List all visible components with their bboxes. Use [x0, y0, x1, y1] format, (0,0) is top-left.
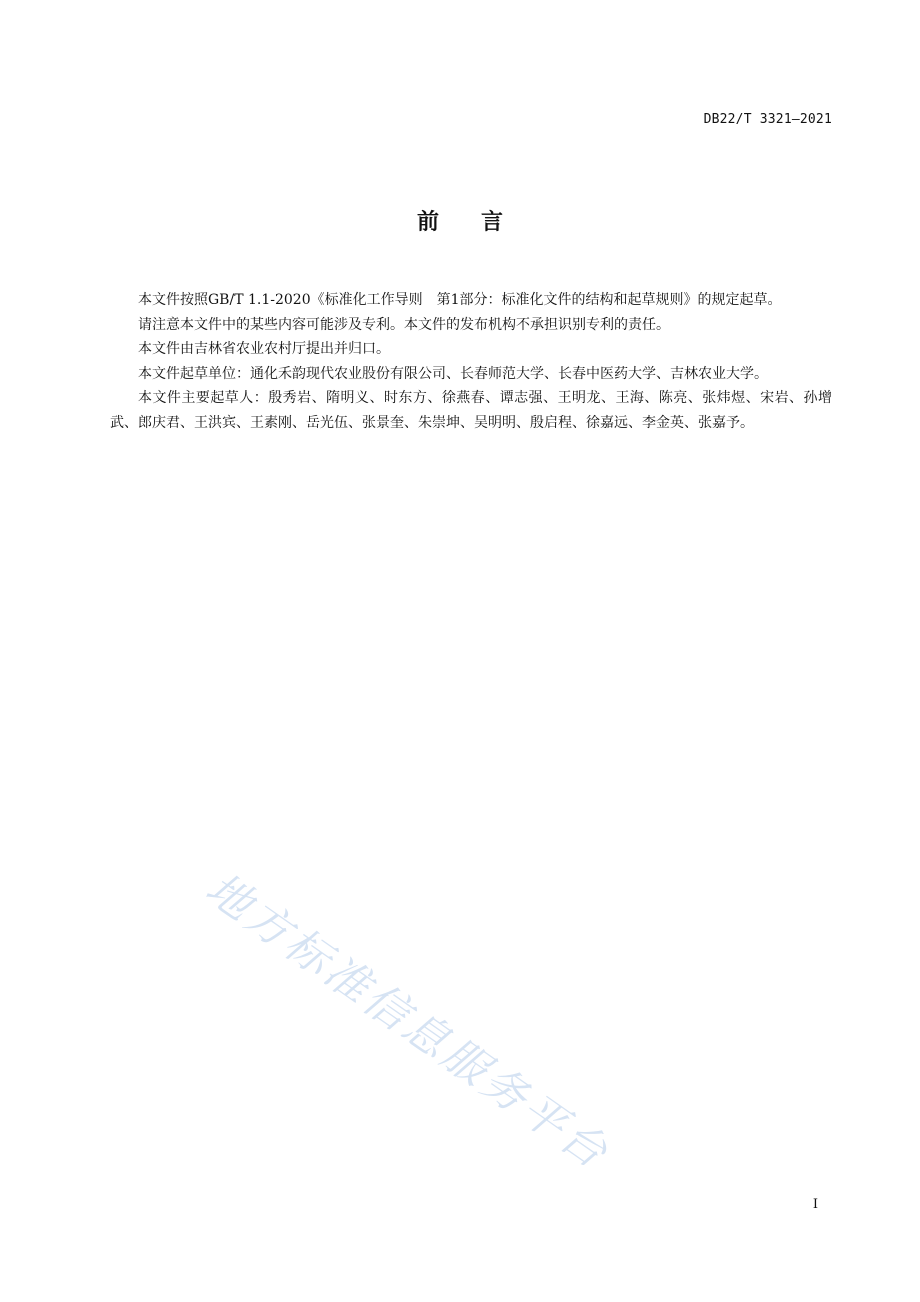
paragraph-patent-notice: 请注意本文件中的某些内容可能涉及专利。本文件的发布机构不承担识别专利的责任。 — [138, 316, 670, 333]
paragraph-drafting-units: 本文件起草单位：通化禾韵现代农业股份有限公司、长春师范大学、长春中医药大学、吉林农业大学。 — [138, 365, 768, 382]
foreword-body — [110, 288, 832, 435]
page-number: I — [812, 1197, 818, 1212]
paragraph-proposer: 本文件由吉林省农业农村厅提出并归口。 — [138, 341, 390, 357]
page-title: 前言 — [416, 210, 545, 235]
watermark: 地方标准信息服务平台 — [196, 863, 619, 1181]
paragraph-drafting-rules: 本文件按照GB/T 1.1-2020《标准化工作导则 第1部分：标准化文件的结构和起草规则》的规定起草。 — [138, 292, 782, 308]
paragraph-drafters: 本文件主要起草人：殷秀岩、隋明义、时东方、徐燕春、谭志强、王明龙、王海、陈亮、张炜煜、宋岩、孙增武、郎庆君、王洪宾、王素刚、岳光伍、张景奎、朱崇坤、吴明明、殷启程、徐嘉远、李金英、张嘉予。 — [110, 390, 832, 431]
document-code: DB22/T 3321—2021 — [703, 112, 832, 127]
